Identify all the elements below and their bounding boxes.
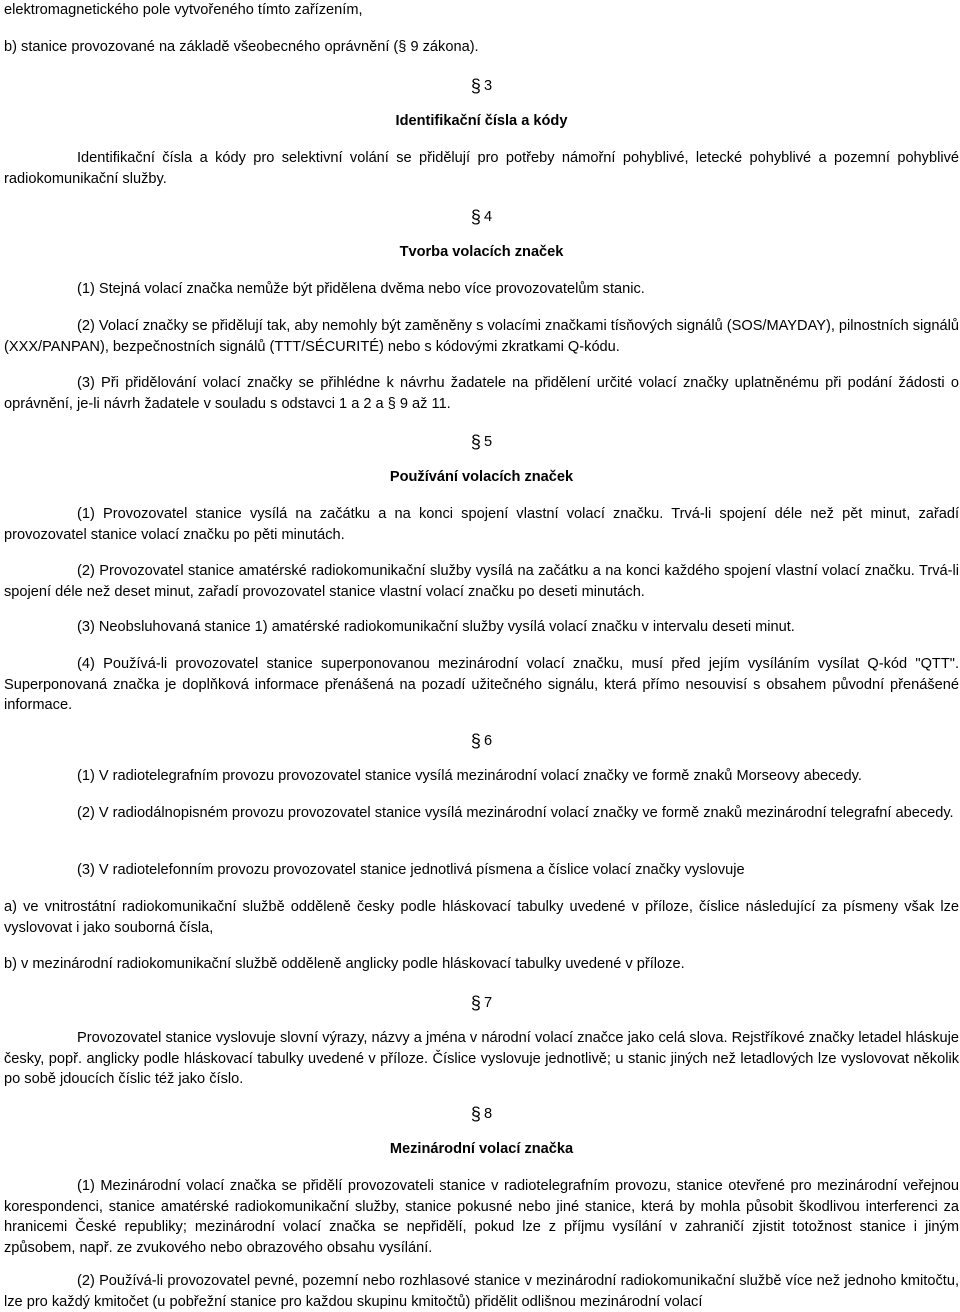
section-sign: § (470, 993, 481, 1013)
section-number: 7 (483, 995, 493, 1011)
section-sign: § (470, 207, 481, 227)
paragraph: (2) Používá-li provozovatel pevné, pozemní nebo rozhlasové stanice v mezinárodní radiokomunikační službě více než jednoho kmitočtu, lze pro každý kmitočet (u pobřežní stanice pro každou skupinu kmitočtů) přidělit odlišnou mezinárodní volací (4, 1273, 959, 1310)
section-heading-8 (4, 1102, 959, 1124)
paragraph: (1) Mezinárodní volací značka se přidělí provozovateli stanice v radiotelegrafním provozu, stanice otevřené pro mezinárodní veřejnou korespondenci, stanice amatérské radiokomunikační služby, stanice pokusné nebo jiné stanice, která by mohla působit škodlivou interferenci za hranicemi České republiky; mezinárodní volací značka se nepřidělí, pokud lze z příjmu vysílání v zahraničí zjistit totožnost stanice i jiným způsobem, např. ze zvukového nebo obrazového obsahu vysílání. (4, 1178, 959, 1256)
section-number: 6 (483, 733, 493, 749)
section-title-8: Mezinárodní volací značka (389, 1141, 574, 1157)
paragraph: (2) Provozovatel stanice amatérské radiokomunikační služby vysílá na začátku a na konci každého spojení vlastní volací značku. Trvá-li spojení déle než deset minut, zařadí provozovatel stanice vlastní volací značku po deseti minutách. (4, 563, 959, 600)
paragraph: (3) Neobsluhovaná stanice 1) amatérské radiokomunikační služby vysílá volací značku v intervalu deseti minut. (77, 619, 795, 635)
list-item-a: a) ve vnitrostátní radiokomunikační službě odděleně česky podle hláskovací tabulky uvedené v příloze, číslice následující za písmeny však lze vyslovovat i jako souborná čísla, (4, 899, 959, 936)
section-sign: § (470, 731, 481, 751)
section-heading-6 (4, 729, 959, 751)
section-number: 5 (483, 434, 493, 450)
list-item-b: b) stanice provozované na základě všeobecného oprávnění (§ 9 zákona). (4, 39, 479, 55)
paragraph: (1) V radiotelegrafním provozu provozovatel stanice vysílá mezinárodní volací značky ve formě znaků Morseovy abecedy. (77, 768, 862, 784)
continuation-line: elektromagnetického pole vytvořeného tímto zařízením, (4, 2, 363, 18)
paragraph: (1) Stejná volací značka nemůže být přidělena dvěma nebo více provozovatelům stanic. (77, 281, 645, 297)
section-number: 8 (483, 1106, 493, 1122)
paragraph: (4) Používá-li provozovatel stanice superponovanou mezinárodní volací značku, musí před jejím vysíláním vysílat Q-kód "QTT". Superponovaná značka je doplňková informace přenášená na pozadí užitečného signálu, která přímo nesouvisí s obsahem původní přenášené informace. (4, 656, 959, 713)
section-title-4: Tvorba volacích značek (399, 244, 564, 260)
section-number: 3 (483, 78, 493, 94)
section-heading-5 (4, 430, 959, 452)
paragraph: (3) V radiotelefonním provozu provozovatel stanice jednotlivá písmena a číslice volací značky vyslovuje (77, 862, 745, 878)
paragraph: (1) Provozovatel stanice vysílá na začátku a na konci spojení vlastní volací značku. Trvá-li spojení déle než pět minut, zařadí provozovatel stanice volací značku po pěti minutách. (4, 506, 959, 543)
paragraph: (2) V radiodálnopisném provozu provozovatel stanice vysílá mezinárodní volací značky ve formě znaků mezinárodní telegrafní abecedy. (77, 805, 954, 821)
section-heading-4 (4, 205, 959, 227)
section-sign: § (470, 1104, 481, 1124)
paragraph: (2) Volací značky se přidělují tak, aby nemohly být zaměněny s volacími značkami tísňových signálů (SOS/MAYDAY), pilnostních signálů (XXX/PANPAN), bezpečnostních signálů (TTT/SÉCURITÉ) nebo s kódovými zkratkami Q-kódu. (4, 318, 959, 355)
section-title-5: Používání volacích značek (389, 469, 574, 485)
section-heading-7 (4, 991, 959, 1013)
section-sign: § (470, 76, 481, 96)
list-item-b: b) v mezinárodní radiokomunikační službě odděleně anglicky podle hláskovací tabulky uvedené v příloze. (4, 956, 685, 972)
section-number: 4 (483, 209, 493, 225)
paragraph: (3) Při přidělování volací značky se přihlédne k návrhu žadatele na přidělení určité volací značky uplatněnému při podání žádosti o oprávnění, je-li návrh žadatele v souladu s odstavci 1 a 2 a § 9 až 11. (4, 375, 959, 412)
section-title-3: Identifikační čísla a kódy (395, 113, 568, 129)
section-heading-3 (4, 74, 959, 96)
paragraph: Provozovatel stanice vyslovuje slovní výrazy, názvy a jména v národní volací značce jako celá slova. Rejstříkové značky letadel hláskuje česky, popř. anglicky podle hláskovací tabulky uvedené v příloze. Číslice vyslovuje jednotlivě; u stanic jiných než letadlových lze vyslovovat několik po sobě jdoucích číslic též jako číslo. (4, 1030, 959, 1087)
paragraph: Identifikační čísla a kódy pro selektivní volání se přidělují pro potřeby námořní pohyblivé, letecké pohyblivé a pozemní pohyblivé radiokomunikační služby. (4, 150, 959, 187)
section-sign: § (470, 432, 481, 452)
